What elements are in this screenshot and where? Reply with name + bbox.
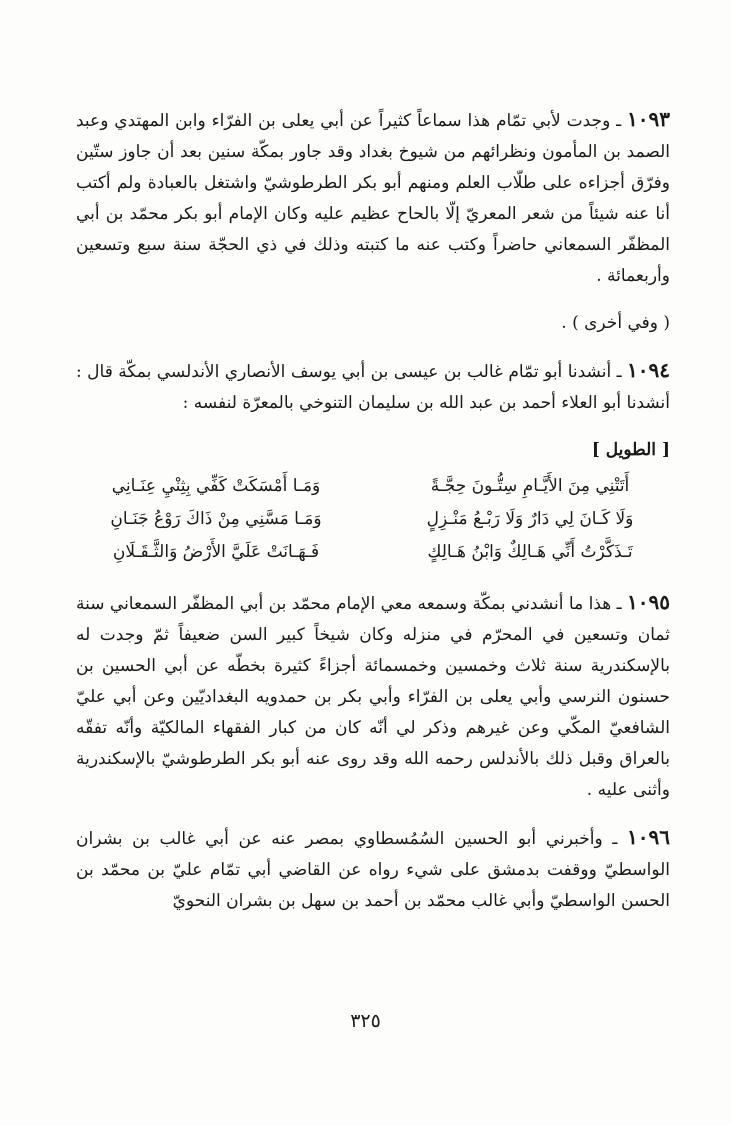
entry-number: ١٠٩٤: [627, 358, 671, 382]
poem: [76, 470, 670, 569]
entry-1093: [76, 104, 670, 292]
entry-note: ( وفي أخرى ) .: [561, 313, 670, 333]
verse-first-hemistich: أَتَتْنِي مِنَ الأَيَّـامِ سِتُّـونَ حِجَّـةً: [430, 476, 630, 496]
poem-meter: [ الطويل ]: [591, 440, 670, 460]
poem-verse: [76, 503, 670, 536]
poem-verse: [76, 536, 670, 569]
entry-number: ١٠٩٣: [627, 107, 670, 131]
entry-text: ـ هذا ما أنشدني بمكّة وسمعه معي الإمام محمّد بن أبي المظفّر السمعاني سنة ثمان وتسعين في المحرّم في منزله وكان شيخاً كبير السن ضعيفاً ثمّ وجدت له بالإسكندرية سنة ثلاث وخمسين وخمسمائة أجزاءً كثيرة بخطّه عن أبي الحسين بن حسنون النرسي وأبي يعلى بن الفرّاء وأبي بكر بن حمدويه البغداديّين وعن أبي عليّ الشافعيّ المكّي وعن غيرهم وذكر لي أنّه كان من كبار الفقهاء المالكيّة وأنّه تفقّه بالعراق وقبل ذلك بالأندلس رحمه الله وقد روى عنه أبو بكر الطرطوشيّ بالإسكندرية وأثنى عليه .: [76, 594, 670, 800]
page-body: [76, 104, 670, 933]
verse-first-hemistich: تَـذَكَّرْتُ أَنِّي هَـالِكٌ وَابْنُ هَـالِكٍ: [427, 542, 633, 562]
entry-number: ١٠٩٥: [627, 590, 670, 614]
entry-number: ١٠٩٦: [627, 825, 670, 849]
entry-text: ـ أنشدنا أبو تمّام غالب بن عيسى بن أبي يوسف الأنصاري الأندلسي بمكّة قال : أنشدنا أبو العلاء أحمد بن عبد الله بن سليمان التنوخي بالمعرّة لنفسه :: [76, 362, 670, 413]
page-number: ٣٢٥: [350, 1010, 381, 1032]
entry-1094: [76, 355, 670, 419]
entry-1096: [76, 822, 670, 917]
verse-second-hemistich: فَـهَـانَتْ عَلَيَّ الأَرْضُ وَالثَّـقَـلَانِ: [112, 542, 320, 562]
verse-second-hemistich: وَمَـا مَسَّنِي مِنْ ذَاكَ رَوْعُ جَنَـانِ: [110, 509, 322, 529]
poem-verse: [76, 470, 670, 503]
verse-first-hemistich: وَلَا كَـانَ لِي دَارٌ وَلَا رَبْـعُ مَنْـزِلٍ: [426, 509, 634, 529]
entry-text: ـ وجدت لأبي تمّام هذا سماعاً كثيراً عن أبي يعلى بن الفرّاء وابن المهتدي وعبد الصمد بن المأمون ونظرائهم من شيوخ بغداد وقد جاور بمكّة سنين بعد أن جاوز ستّين وفرّق أجزاءه على طلّاب العلم ومنهم أبو بكر الطرطوشيّ واشتغل بالعبادة ولم أكتب أنا عنه شيئاً من شعر المعريّ إلّا بالحاح عظيم عليه وكان الإمام أبو بكر محمّد بن أبي المظفّر السمعاني حاضراً وكتب عنه ما كتبته وذلك في ذي الحجّة سنة سبع وتسعين وأربعمائة .: [76, 111, 670, 286]
verse-second-hemistich: وَمَـا أَمْسَكَتْ كَفِّي بِثِنْيِ عِنَـانِي: [111, 476, 321, 496]
entry-1095: [76, 587, 670, 806]
entry-text: ـ وأخبرني أبو الحسين السُمُسطاوي بمصر عنه عن أبي غالب بن بشران الواسطيّ ووقفت بدمشق على شيء رواه عن القاضي أبي تمّام عليّ بن محمّد بن الحسن الواسطيّ وأبي غالب محمّد بن أحمد بن سهل بن بشران النحويّ: [76, 829, 670, 911]
